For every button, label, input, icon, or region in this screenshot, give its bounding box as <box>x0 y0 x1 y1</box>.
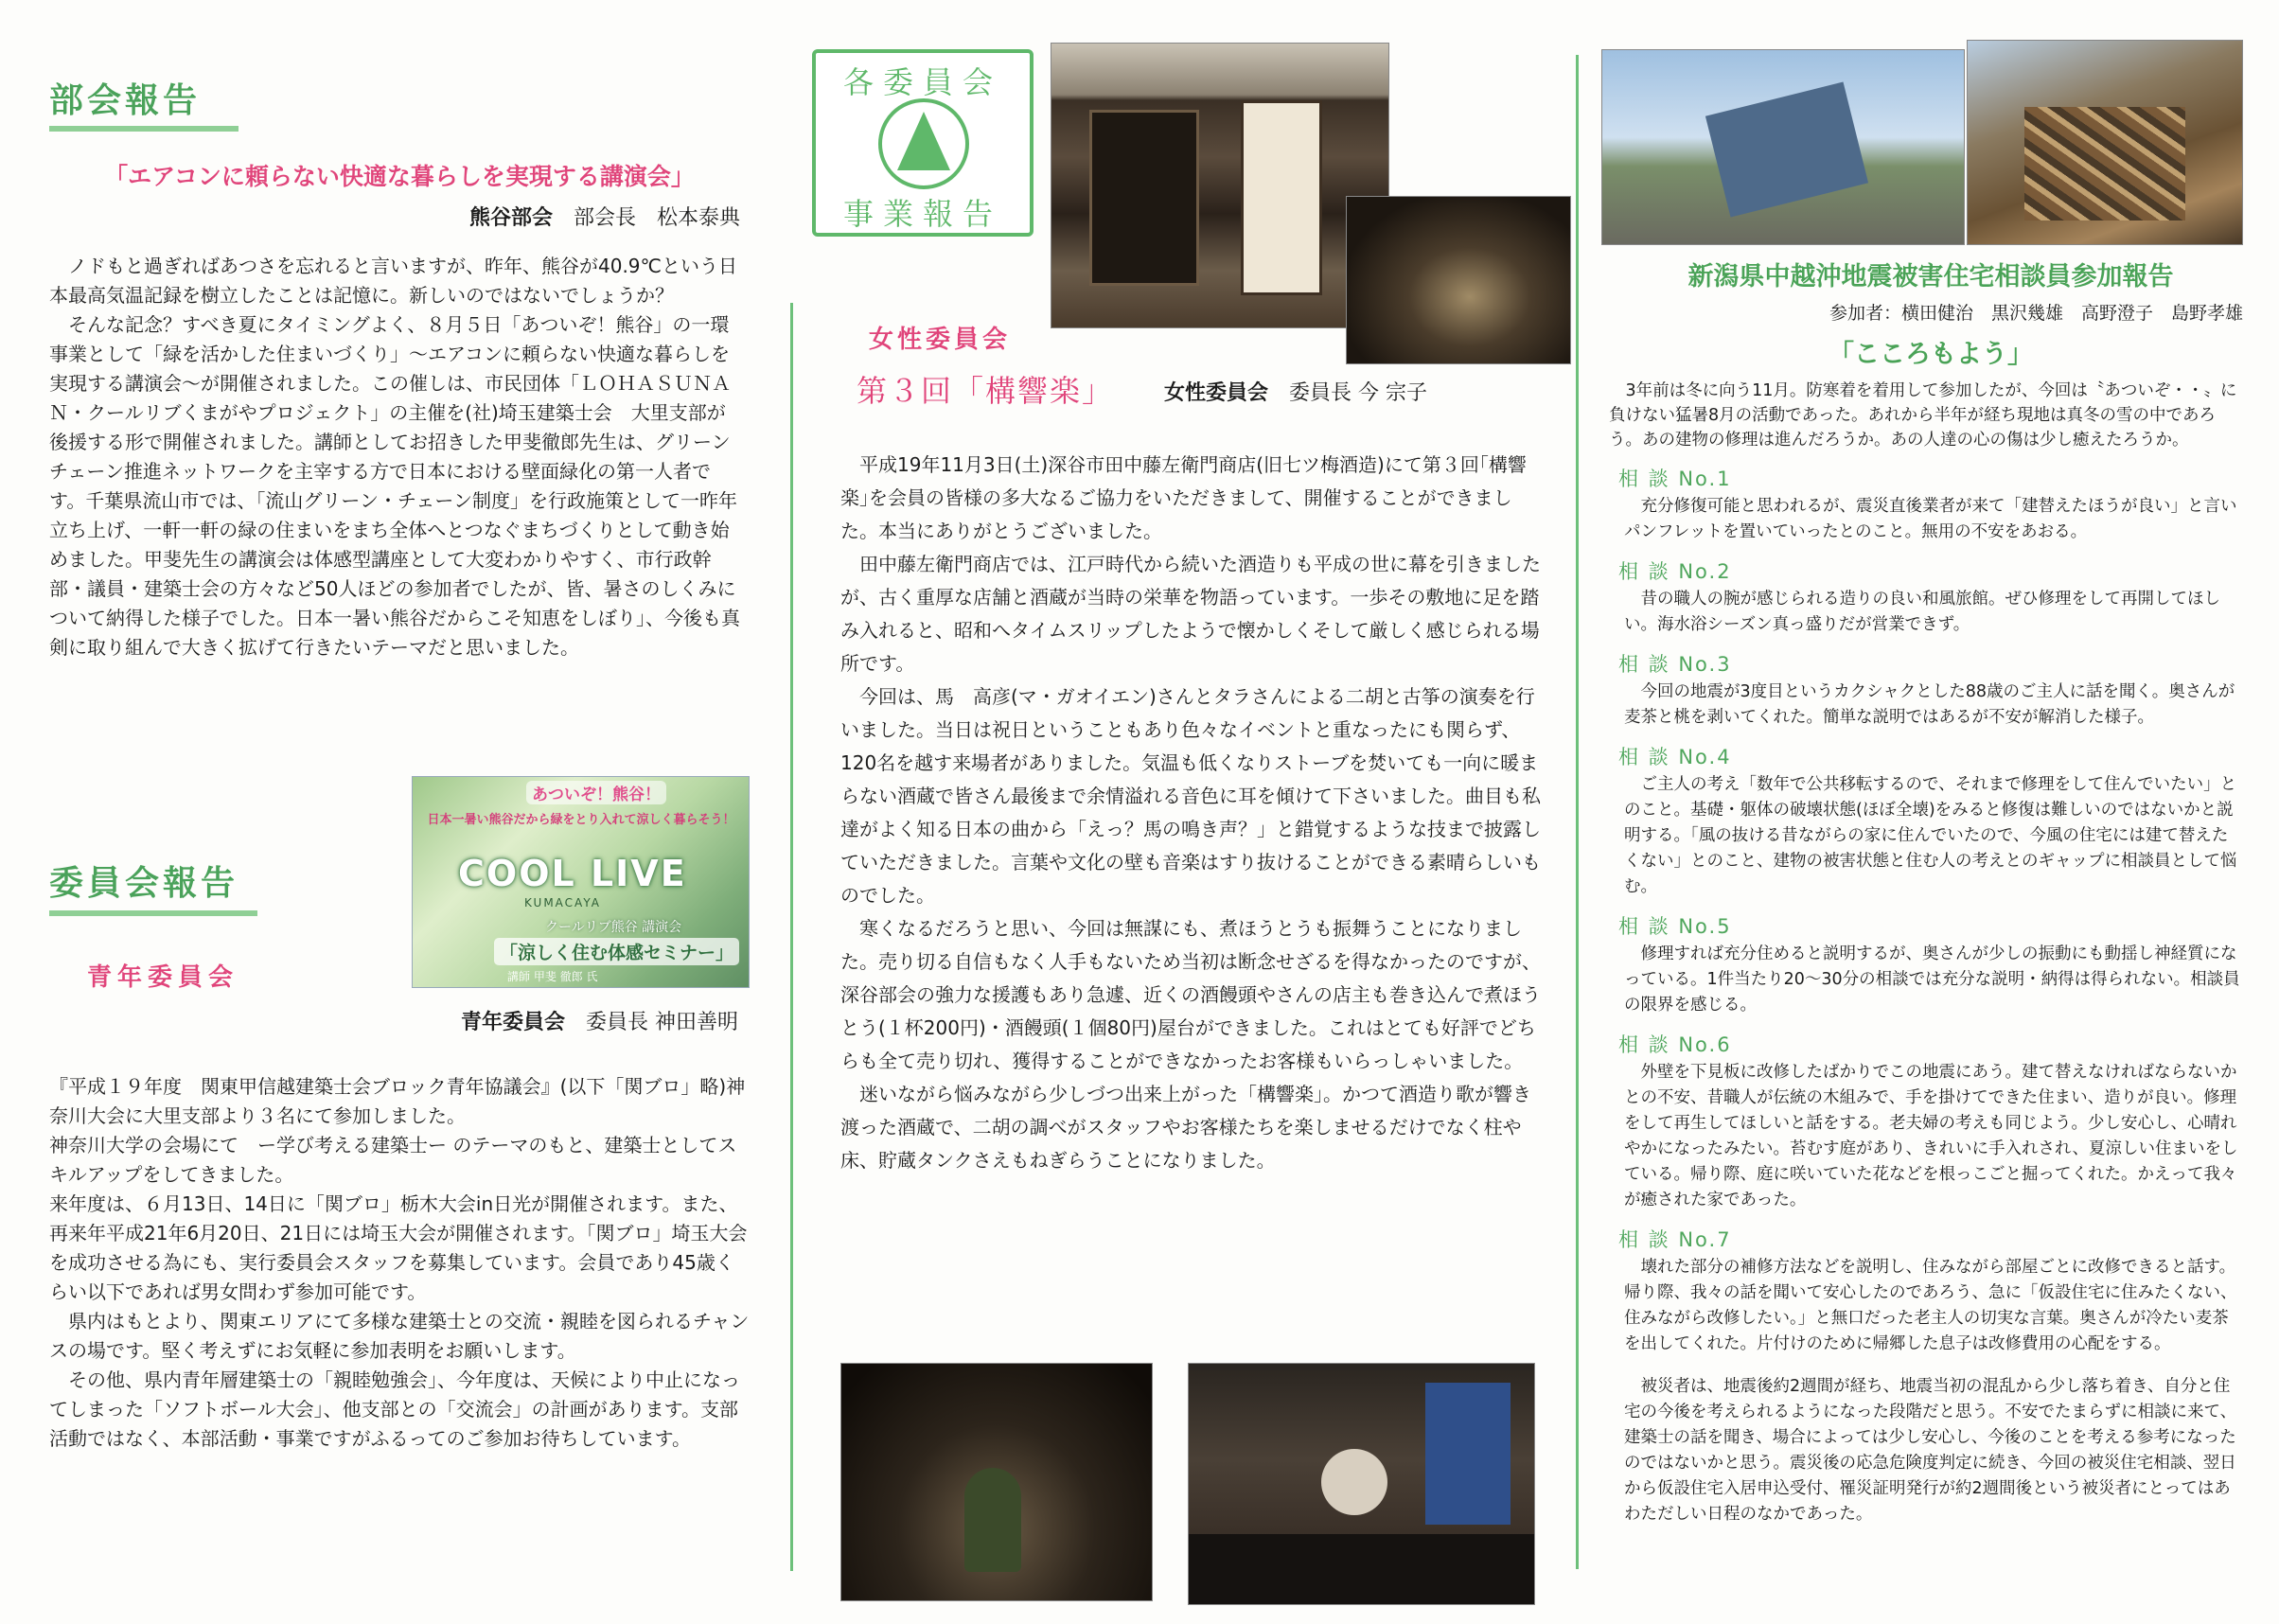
women-byline-role: 委員長 今 宗子 <box>1289 381 1428 405</box>
consultation-text: 修理すれば充分住めると説明するが、奥さんが少しの振動にも動揺し神経質になっている。1件当たり20～30分の相談では充分な説明・納得は得られない。相談員の限界を感じる。 <box>1624 944 2240 1015</box>
paragraph: ノドもと過ぎればあつさを忘れると言いますが、昨年、熊谷が40.9℃という日本最高気温記録を樹立したことは記憶に。新しいのではないでしょうか？ <box>49 255 737 307</box>
poster-seminar: 「涼しく住む体感セミナー」 <box>494 938 739 965</box>
women-committee-heading: 女性委員会 <box>869 326 1012 354</box>
consultation-text: ご主人の考え「数年で公共移転するので、それまで修理をして住んでいたい」とのこと。基礎・躯体の破壊状態(ほぼ全壊)をみると修復は難しいのではないかと説明する。「風の抜ける昔ながらの家に住んでいたので、今風の住宅には建て替えたくない」とのこと、建物の被害状態と住む人の考えとのギャップに相談員として悩む。 <box>1624 775 2237 896</box>
consultation-text: 外壁を下見板に改修したばかりでこの地震にあう。建て替えなければならないかとの不安、昔職人が伝統の木組みで、手を掛けてできた住まい、造りが良い。修理をして再生してほしいと話をする。老夫婦の考えも同じよう。少し安心し、心晴れやかになったみたい。苔むす庭があり、きれいに手入れされ、夏涼しい住まいをしている。帰り際、庭に咲いていた花などを根っこごと掘ってくれた。かえって我々が癒された家であった。 <box>1624 1063 2238 1209</box>
paragraph: 県内はもとより、関東エリアにて多様な建築士との交流・親睦を図られるチャンスの場です。堅く考えずにお気軽に参加表明をお願いします。 <box>49 1310 750 1362</box>
paragraph: 田中藤左衛門商店では、江戸時代から続いた酒造りも平成の世に幕を引きましたが、古く重厚な店舗と酒蔵が当時の栄華を物語っています。一歩その敷地に足を踏み入れると、昭和へタイムスリップしたようで懐かしくそして厳しく感じられる場所です。 <box>840 553 1541 675</box>
storefront-photo <box>1051 43 1389 328</box>
youth-byline-org: 青年委員会 <box>460 1011 565 1034</box>
poster-logo: COOL LIVE <box>458 853 687 894</box>
earthquake-subtitle: 「こころもよう」 <box>1828 340 2033 369</box>
column-divider <box>1576 55 1579 1569</box>
consultation-label: 相 談 No.7 <box>1618 1228 1732 1251</box>
earthquake-body <box>1609 379 2243 1527</box>
committee-emblem <box>812 49 1034 237</box>
section-rule <box>49 126 238 132</box>
women-body <box>840 449 1541 1177</box>
paragraph: 神奈川大学の会場にて ー学び考える建築士ー のテーマのもと、建築士としてスキルアップをしてきました。 <box>49 1134 737 1186</box>
concert-photo <box>1188 1363 1535 1605</box>
consultation-label: 相 談 No.1 <box>1618 468 1732 490</box>
emblem-top-text: 各委員会 <box>842 64 1002 100</box>
consultation-label: 相 談 No.2 <box>1618 560 1732 583</box>
emblem-bottom-text: 事業報告 <box>842 196 1002 232</box>
poster-subtitle: クールリブ熊谷 講演会 <box>545 920 682 935</box>
event-title: 第３回「構響楽」 <box>857 373 1115 409</box>
youth-committee-heading: 青年委員会 <box>87 963 239 992</box>
emblem-circle-icon <box>878 98 969 189</box>
paragraph: その他、県内青年層建築士の「親睦勉強会」、今年度は、天候により中止になってしまった「ソフトボール大会」、他支部との「交流会」の計画があります。支部活動ではなく、本部活動・事業ですがふるってのご参加お待ちしています。 <box>49 1368 740 1450</box>
women-byline <box>1164 377 1562 406</box>
poster-city: KUMACAYA <box>524 896 601 909</box>
lecture-body <box>49 252 740 662</box>
section-title-iinkai: 委員会報告 <box>49 864 239 903</box>
collapsed-house-photo <box>1601 49 1965 245</box>
section-title-bukai: 部会報告 <box>49 81 202 120</box>
left-column <box>49 74 750 662</box>
corridor-photo <box>1346 196 1571 364</box>
consultation-label: 相 談 No.3 <box>1618 653 1732 676</box>
paragraph: そんな記念？すべき夏にタイミングよく、８月５日「あついぞ！熊谷」の一環事業として「緑を活かした住まいづくり」～エアコンに頼らない快適な暮らしを実現する講演会～が開催されました。この催しは、市民団体「ＬＯＨＡＳＵＮＡＮ・クールリブくまがやプロジェクト」の主催を(社)埼玉建築士会 大里支部が後援する形で開催されました。講師としてお招きした甲斐徹郎先生は、グリーンチェーン推進ネットワークを主宰する方で日本における壁面緑化の第一人者です。千葉県流山市では、「流山グリーン・チェーン制度」を行政施策として一昨年立ち上げ、一軒一軒の緑の住まいをまち全体へとつなぐまちづくりとして動き始めました。甲斐先生の講演会は体感型講座として大変わかりやすく、市行政幹部・議員・建築士会の方々など50人ほどの参加者でしたが、皆、暑さのしくみについて納得した様子でした。日本一暑い熊谷だからこそ知恵をしぼり」、今後も真剣に取り組んで大きく拡げて行きたいテーマだと思いました。 <box>49 313 740 659</box>
section-rule <box>49 910 257 916</box>
committee-report-header <box>49 856 276 916</box>
paragraph: 迷いながら悩みながら少しづつ出来上がった「構響楽」。かつて酒造り歌が響き渡った酒蔵で、二胡の調べがスタッフやお客様たちを楽しませるだけでなく柱や床、貯蔵タンクさえもねぎらうことになりました。 <box>840 1083 1531 1172</box>
column-divider <box>790 303 793 1571</box>
paragraph: 寒くなるだろうと思い、今回は無謀にも、煮ほうとうも振舞うことになりました。売り切る自信もなく人手もないため当初は断念せざるを得なかったのですが、深谷部会の強力な援護もあり急遽、近くの酒饅頭やさんの店主も巻き込んで煮ほうとう(１杯200円)・酒饅頭(１個80円)屋台ができました。これはとても好評でどちらも全て売り切れ、獲得することができなかったお客様もいらっしゃいました。 <box>840 917 1541 1072</box>
consultation-label: 相 談 No.4 <box>1618 746 1732 768</box>
debris-photo <box>1967 40 2243 245</box>
consultation-text: 壊れた部分の補修方法などを説明し、住みながら部屋ごとに改修できると話す。帰り際、我々の話を聞いて安心したのであろう、急に「仮設住宅に住みたくない、住みながら改修したい。」と無口だった老主人の切実な言葉。奥さんが冷たい麦茶を出してくれた。片付けのために帰郷した息子は改修費用の心配をする。 <box>1624 1258 2237 1353</box>
poster-tagline: あついぞ！熊谷！ <box>526 781 666 804</box>
women-byline-org: 女性委員会 <box>1164 381 1269 405</box>
youth-byline-role: 委員長 神田善明 <box>586 1011 738 1034</box>
paragraph: 平成19年11月3日(土)深谷市田中藤左衛門商店(旧七ツ梅酒造)にて第３回｢構響楽｣を会員の皆様の多大なるご協力をいただきまして、開催することができました。本当にありがとうございました。 <box>840 453 1527 542</box>
participants: 参加者：横田健治 黒沢幾雄 高野澄子 島野孝雄 <box>1828 303 2243 324</box>
paragraph: 来年度は、６月13日、14日に「関ブロ」栃木大会in日光が開催されます。また、再来年平成21年6月20日、21日には埼玉大会が開催されます。「関ブロ」埼玉大会を成功させる為にも、実行委員会スタッフを募集しています。会員であり45歳くらい以下であれば男女問わず参加可能です。 <box>49 1192 748 1303</box>
intro-paragraph: 3年前は冬に向う11月。防寒着を着用して参加したが、今回は〝あついぞ・・〟に負けない猛暑8月の活動であった。あれから半年が経ち現地は真冬の雪の中であろう。あの建物の修理は進んだろうか。あの人達の心の傷は少し癒えたろうか。 <box>1609 381 2237 450</box>
poster-slogan: 日本一暑い熊谷だから緑をとり入れて涼しく暮らそう！ <box>427 813 735 827</box>
consultation-text: 今回の地震が3度目というカクシャクとした88歳のご主人に話を聞く。奥さんが麦茶と桃を剥いてくれた。簡単な説明ではあるが不安が解消した様子。 <box>1624 682 2235 727</box>
lecture-byline <box>49 202 740 231</box>
consultation-label: 相 談 No.6 <box>1618 1033 1732 1056</box>
cool-live-poster <box>412 776 750 988</box>
brewery-interior-photo <box>840 1363 1153 1601</box>
youth-byline <box>284 1006 738 1035</box>
byline-role: 部会長 松本泰典 <box>573 206 740 230</box>
consultation-text: 充分修復可能と思われるが、震災直後業者が来て「建替えたほうが良い」と言いパンフレットを置いていったとのこと。無用の不安をあおる。 <box>1624 497 2237 541</box>
lecture-title: 「エアコンに頼らない快適な暮らしを実現する講演会」 <box>104 163 695 190</box>
poster-lecturer: 講師 甲斐 徹郎 氏 <box>507 970 598 983</box>
paragraph: 『平成１９年度 関東甲信越建築士会ブロック青年協議会』(以下「関ブロ」略)神奈川大会に大里支部より３名にて参加しました。 <box>49 1075 746 1127</box>
consultation-text: 昔の職人の腕が感じられる造りの良い和風旅館。ぜひ修理をして再開してほしい。海水浴シーズン真っ盛りだが営業できず。 <box>1624 590 2220 634</box>
earthquake-report-title: 新潟県中越沖地震被害住宅相談員参加報告 <box>1687 262 2174 291</box>
closing-paragraph: 被災者は、地震後約2週間が経ち、地震当初の混乱から少し落ち着き、自分と住宅の今後を考えられるようになった段階だと思う。不安でたまらずに相談に来て、建築士の話を聞き、場合によっては少し安心し、今後のことを考える参考になったのではないかと思う。震災後の応急危険度判定に続き、今回の被災住宅相談、翌日から仮設住宅入居申込受付、罹災証明発行が約2週間後という被災者にとってはあわただしい日程のなかであった。 <box>1624 1377 2237 1524</box>
byline-org: 熊谷部会 <box>468 206 553 230</box>
paragraph: 今回は、馬 高彦(マ・ガオイエン)さんとタラさんによる二胡と古筝の演奏を行いました。当日は祝日ということもあり色々なイベントと重なったにも関らず、120名を越す来場者がありました。気温も低くなりストーブを焚いても一向に暖まらない酒蔵で皆さん最後まで余情溢れる音色に耳を傾けて下さいました。曲目も私達がよく知る日本の曲から「えっ？馬の鳴き声？」と錯覚するような技まで披露していただきました。言葉や文化の壁も音楽はすり抜けることができる素晴らしいものでした。 <box>840 685 1541 907</box>
youth-body <box>49 1072 750 1454</box>
consultation-label: 相 談 No.5 <box>1618 915 1732 938</box>
